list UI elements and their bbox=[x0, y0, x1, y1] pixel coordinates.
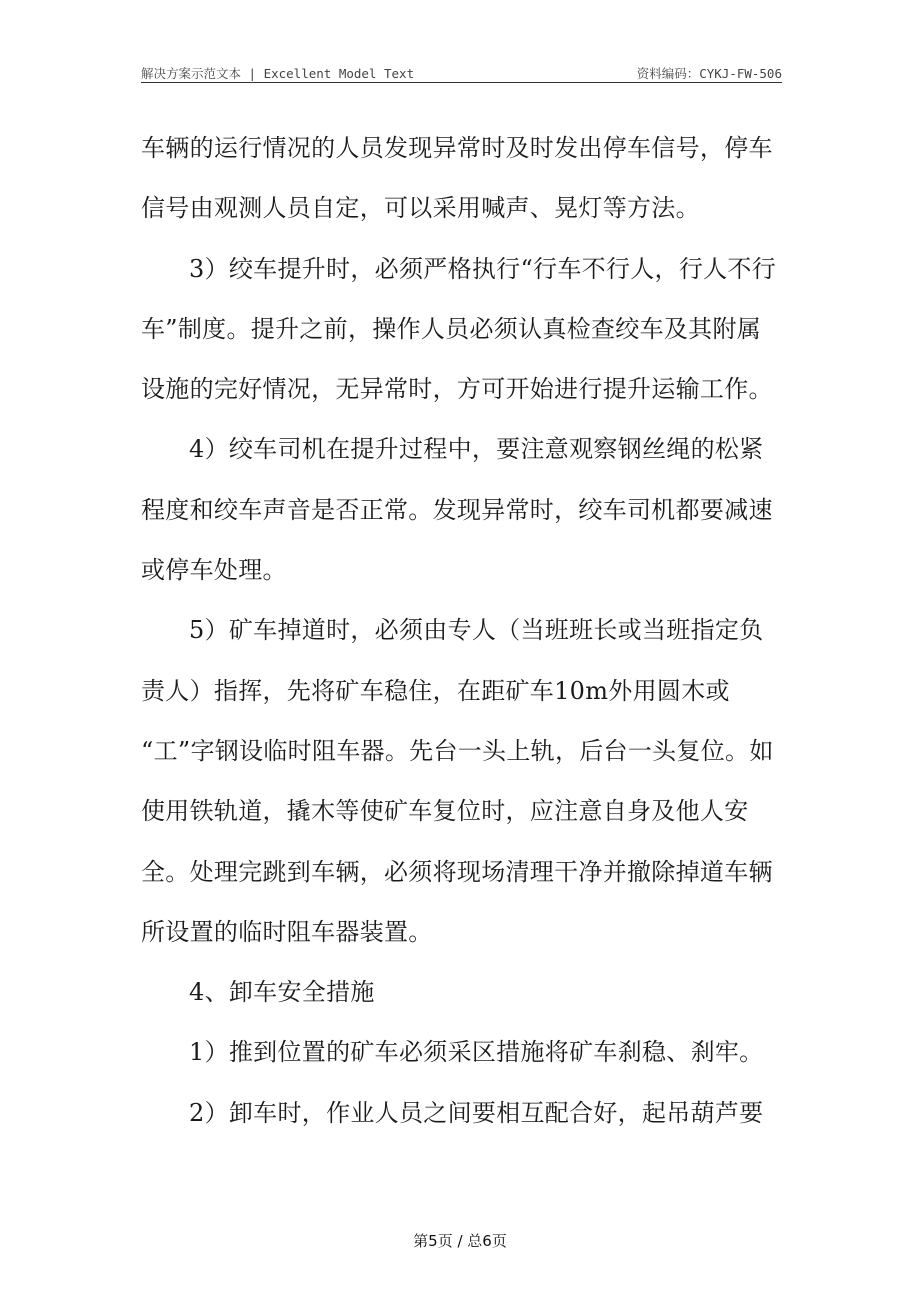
header-title: 解决方案示范文本 | Excellent Model Text bbox=[141, 66, 415, 81]
document-body bbox=[141, 118, 782, 1143]
paragraph-item-4: 4）绞车司机在提升过程中，要注意观察钢丝绳的松紧程度和绞车声音是否正常。发现异常时，绞车司机都要减速或停车处理。 bbox=[141, 435, 773, 585]
paragraph-item-5-continued: “工”字钢设临时阻车器。先台一头上轨，后台一头复位。如使用铁轨道，撬木等使矿车复位时，应注意自身及他人安全。处理完跳到车辆，必须将现场清理干净并撤除掉道车辆所设置的临时阻车器装置。 bbox=[141, 736, 774, 946]
paragraph-unload-2: 2）卸车时，作业人员之间要相互配合好，起吊葫芦要 bbox=[189, 1098, 764, 1127]
paragraph-continuation: 车辆的运行情况的人员发现异常时及时发出停车信号，停车信号由观测人员自定，可以采用喊声、晃灯等方法。 bbox=[141, 134, 773, 223]
page-header bbox=[141, 60, 782, 83]
document-code: 资料编码：CYKJ-FW-506 bbox=[636, 66, 782, 81]
page-number: 第5页 / 总6页 bbox=[413, 1232, 507, 1250]
paragraph-item-5: 5）矿车掉道时，必须由专人（当班班长或当班指定负责人）指挥，先将矿车稳住，在距矿车10m外用圆木或 bbox=[141, 616, 764, 705]
section-heading-unloading: 4、卸车安全措施 bbox=[189, 978, 375, 1007]
paragraph-item-3: 3）绞车提升时，必须严格执行“行车不行人，行人不行车”制度。提升之前，操作人员必须认真检查绞车及其附属设施的完好情况，无异常时，方可开始进行提升运输工作。 bbox=[141, 254, 777, 404]
paragraph-unload-1: 1）推到位置的矿车必须采区措施将矿车刹稳、刹牢。 bbox=[189, 1038, 764, 1067]
